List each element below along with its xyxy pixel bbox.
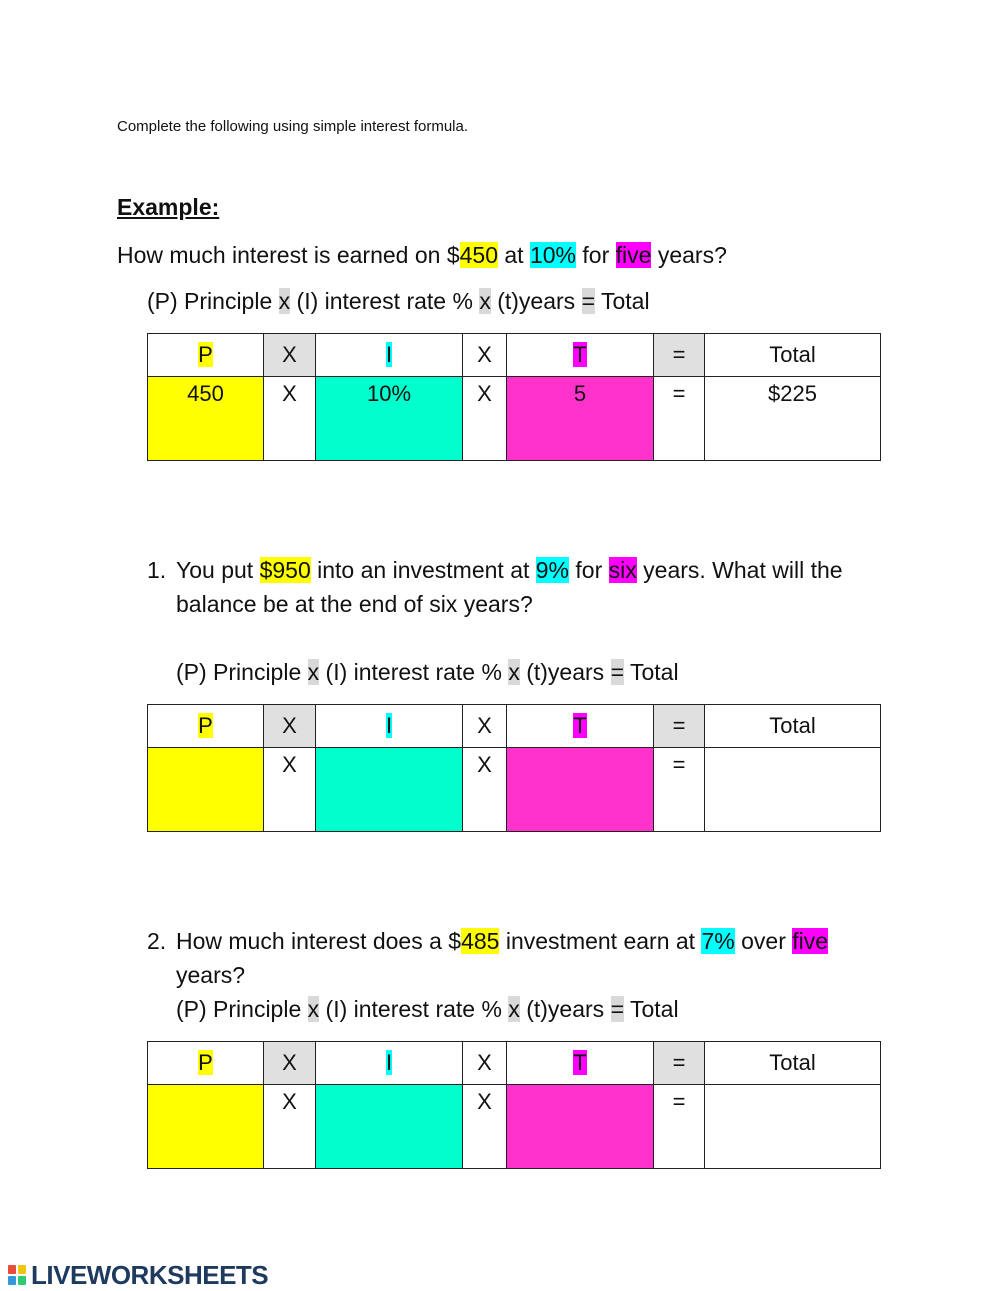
time-highlight: six: [608, 557, 637, 583]
q2-table: [147, 1041, 881, 1169]
equals-cell: =: [654, 377, 705, 461]
principal-input[interactable]: [148, 748, 264, 832]
example-question: How much interest is earned on $450 at 10% for five years?: [117, 242, 727, 268]
header-i: I: [316, 334, 463, 377]
table-row: [148, 377, 881, 461]
time-input[interactable]: [507, 748, 654, 832]
table-header-row: [148, 1042, 881, 1085]
equals-cell: =: [654, 748, 705, 832]
header-equals: =: [654, 1042, 705, 1085]
time-cell: 5: [507, 377, 654, 461]
principal-cell: 450: [148, 377, 264, 461]
table-header-row: [148, 705, 881, 748]
q1-formula: (P) Principle x (I) interest rate % x (t)years = Total: [176, 659, 679, 685]
q2-question-line1: How much interest does a $485 investment earn at 7% over five: [176, 928, 829, 954]
example-heading: Example:: [117, 194, 220, 220]
rate-cell: 10%: [316, 377, 463, 461]
header-t: T: [507, 334, 654, 377]
header-equals: =: [654, 705, 705, 748]
table-header-row: [148, 334, 881, 377]
equals-cell: =: [654, 1085, 705, 1169]
header-total: Total: [705, 334, 881, 377]
header-x: X: [463, 1042, 507, 1085]
rate-input[interactable]: [316, 748, 463, 832]
principal-input[interactable]: [148, 1085, 264, 1169]
q1-question-line2: balance be at the end of six years?: [176, 591, 533, 617]
header-x: X: [463, 334, 507, 377]
q2-formula: (P) Principle x (I) interest rate % x (t)years = Total: [176, 996, 679, 1022]
times-cell: X: [463, 1085, 507, 1169]
table-row: [148, 1085, 881, 1169]
instruction-text: Complete the following using simple interest formula.: [117, 118, 468, 135]
times-cell: X: [264, 748, 316, 832]
q2-question-line2: years?: [176, 962, 246, 988]
q1-table: [147, 704, 881, 832]
amount-highlight: $950: [259, 557, 311, 583]
table-row: [148, 748, 881, 832]
amount-highlight: 450: [459, 242, 498, 268]
header-x: X: [264, 334, 316, 377]
times-cell: X: [463, 377, 507, 461]
q1-question-line1: You put $950 into an investment at 9% for six years. What will the: [176, 557, 843, 583]
header-total: Total: [705, 1042, 881, 1085]
liveworksheets-logo-icon: [8, 1265, 28, 1287]
time-highlight: five: [792, 928, 829, 954]
total-cell: $225: [705, 377, 881, 461]
header-t: T: [507, 705, 654, 748]
header-i: I: [316, 705, 463, 748]
example-formula: (P) Principle x (I) interest rate % x (t)years = Total: [147, 288, 650, 314]
time-input[interactable]: [507, 1085, 654, 1169]
rate-highlight: 9%: [535, 557, 570, 583]
header-p: P: [148, 705, 264, 748]
logo-text: LIVEWORKSHEETS: [31, 1260, 269, 1290]
q1-number: 1.: [147, 557, 167, 583]
header-equals: =: [654, 334, 705, 377]
header-x: X: [264, 1042, 316, 1085]
example-table: [147, 333, 881, 461]
header-p: P: [148, 1042, 264, 1085]
rate-input[interactable]: [316, 1085, 463, 1169]
header-p: P: [148, 334, 264, 377]
rate-highlight: 7%: [701, 928, 735, 954]
total-input[interactable]: [705, 748, 881, 832]
header-x: X: [264, 705, 316, 748]
header-total: Total: [705, 705, 881, 748]
q2-number: 2.: [147, 928, 167, 954]
total-input[interactable]: [705, 1085, 881, 1169]
times-cell: X: [463, 748, 507, 832]
header-x: X: [463, 705, 507, 748]
rate-highlight: 10%: [529, 242, 577, 268]
header-i: I: [316, 1042, 463, 1085]
times-cell: X: [264, 1085, 316, 1169]
time-highlight: five: [615, 242, 652, 268]
times-cell: X: [264, 377, 316, 461]
liveworksheets-logo[interactable]: [8, 1260, 268, 1291]
amount-highlight: 485: [461, 928, 500, 954]
header-t: T: [507, 1042, 654, 1085]
